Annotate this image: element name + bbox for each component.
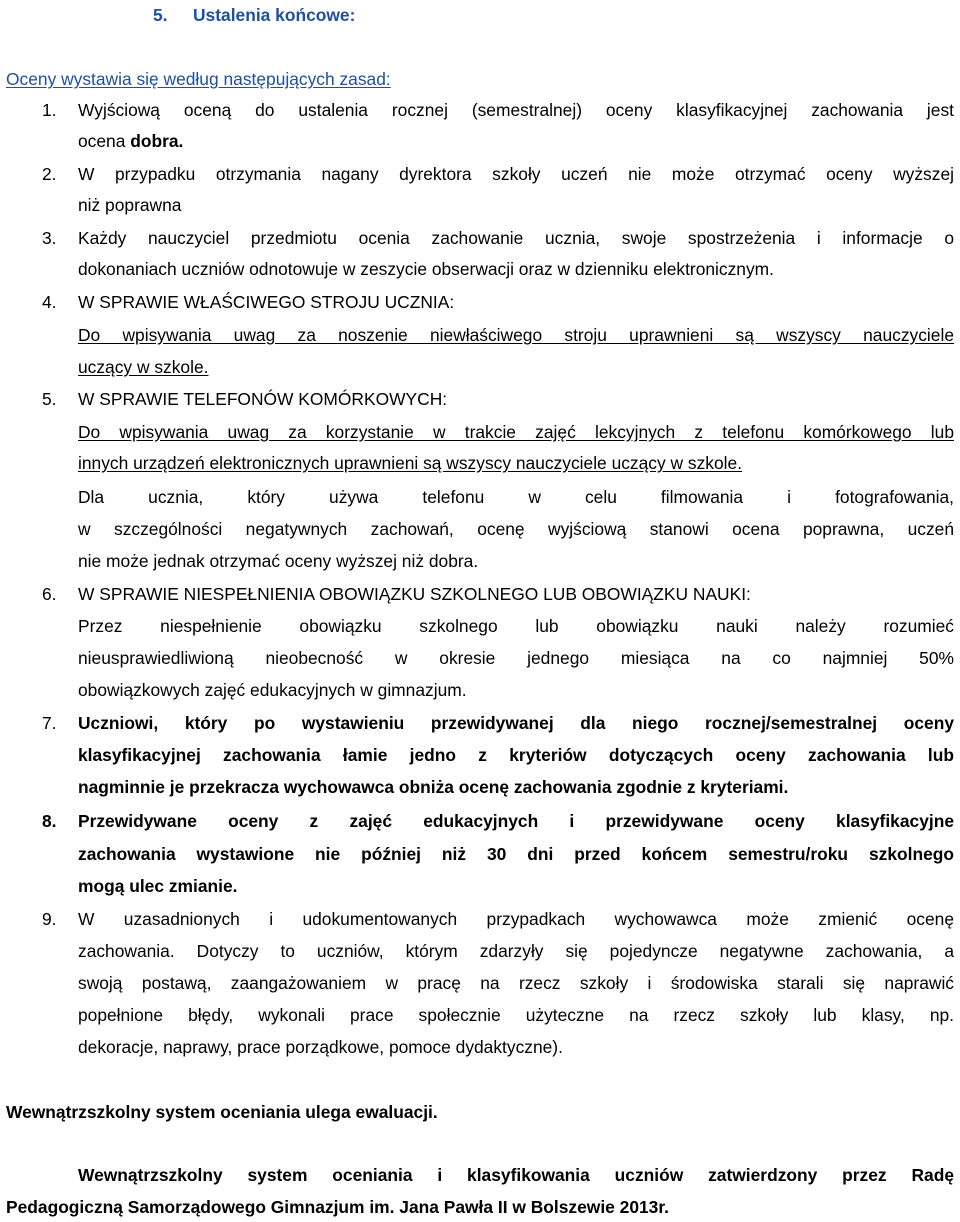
item-3-line-1: Każdy nauczyciel przedmiotu ocenia zachowanie ucznia, swoje spostrzeżenia i informacje o	[78, 228, 954, 248]
item-5-number: 5.	[42, 389, 57, 409]
approval-line-2: Pedagogiczną Samorządowego Gimnazjum im. Jana Pawła II w Bolszewie 2013r.	[6, 1197, 669, 1217]
item-1-tail-plain: ocena	[78, 131, 131, 151]
item-2-line-2: niż poprawna	[78, 195, 182, 215]
section-number: 5.	[153, 5, 168, 25]
item-9-line-3: swoją postawą, zaangażowaniem w pracę na rzecz szkoły i środowiska starali się naprawić	[78, 973, 954, 993]
item-1-line-1: Wyjściową oceną do ustalenia rocznej (semestralnej) oceny klasyfikacyjnej zachowania jest	[78, 100, 954, 120]
item-6-line-1: W SPRAWIE NIESPEŁNIENIA OBOWIĄZKU SZKOLNEGO LUB OBOWIĄZKU NAUKI:	[78, 584, 751, 604]
intro-text: Oceny wystawia się według następujących zasad:	[6, 69, 391, 89]
item-7-line-3: nagminnie je przekracza wychowawca obniża ocenę zachowania zgodnie z kryteriami.	[78, 777, 789, 797]
item-1-number: 1.	[42, 100, 57, 120]
approval-line-1: Wewnątrzszkolny system oceniania i klasyfikowania uczniów zatwierdzony przez Radę	[78, 1165, 954, 1185]
item-2-line-1: W przypadku otrzymania nagany dyrektora szkoły uczeń nie może otrzymać oceny wyższej	[78, 164, 954, 184]
item-8-line-3: mogą ulec zmianie.	[78, 876, 238, 896]
item-6-line-4: obowiązkowych zajęć edukacyjnych w gimnazjum.	[78, 680, 467, 700]
item-7-line-2: klasyfikacyjnej zachowania łamie jedno z kryteriów dotyczących oceny zachowania lub	[78, 745, 954, 765]
item-8-line-2: zachowania wystawione nie później niż 30 dni przed końcem semestru/roku szkolnego	[78, 844, 954, 864]
item-2-number: 2.	[42, 164, 57, 184]
evaluation-note: Wewnątrzszkolny system oceniania ulega ewaluacji.	[6, 1102, 438, 1122]
item-5-line-1: W SPRAWIE TELEFONÓW KOMÓRKOWYCH:	[78, 389, 448, 409]
item-6-line-2: Przez niespełnienie obowiązku szkolnego lub obowiązku nauki należy rozumieć	[78, 616, 954, 636]
item-3-line-2: dokonaniach uczniów odnotowuje w zeszycie obserwacji oraz w dzienniku elektronicznym.	[78, 259, 774, 279]
item-5-line-3: innych urządzeń elektronicznych uprawnieni są wszyscy nauczyciele uczący w szkole.	[78, 453, 743, 473]
item-9-number: 9.	[42, 909, 57, 929]
item-5-line-4: Dla ucznia, który używa telefonu w celu filmowania i fotografowania,	[78, 487, 954, 507]
item-4-line-3: uczący w szkole.	[78, 357, 209, 377]
item-9-line-5: dekoracje, naprawy, prace porządkowe, pomoce dydaktyczne).	[78, 1037, 563, 1057]
item-4-line-1: W SPRAWIE WŁAŚCIWEGO STROJU UCZNIA:	[78, 292, 455, 312]
item-6-line-3: nieusprawiedliwioną nieobecność w okresie jednego miesiąca na co najmniej 50%	[78, 648, 954, 668]
item-1-tail-bold: dobra.	[130, 131, 184, 151]
item-9-line-1: W uzasadnionych i udokumentowanych przypadkach wychowawca może zmienić ocenę	[78, 909, 954, 929]
item-4-line-2: Do wpisywania uwag za noszenie niewłaściwego stroju uprawnieni są wszyscy nauczyciele	[78, 325, 954, 345]
item-3-number: 3.	[42, 228, 57, 248]
item-8-number: 8.	[42, 811, 57, 831]
item-4-number: 4.	[42, 292, 57, 312]
item-6-number: 6.	[42, 584, 57, 604]
item-5-line-5: w szczególności negatywnych zachowań, ocenę wyjściową stanowi ocena poprawna, uczeń	[78, 519, 954, 539]
item-1-line-2	[78, 130, 183, 152]
item-7-number: 7.	[42, 713, 57, 733]
item-7-line-1: Uczniowi, który po wystawieniu przewidywanej dla niego rocznej/semestralnej oceny	[78, 713, 954, 733]
item-5-line-6: nie może jednak otrzymać oceny wyższej niż dobra.	[78, 551, 479, 571]
item-9-line-2: zachowania. Dotyczy to uczniów, którym zdarzyły się pojedyncze negatywne zachowania, a	[78, 941, 954, 961]
item-9-line-4: popełnione błędy, wykonali prace społecznie użyteczne na rzecz szkoły lub klasy, np.	[78, 1005, 954, 1025]
item-8-line-1: Przewidywane oceny z zajęć edukacyjnych i przewidywane oceny klasyfikacyjne	[78, 811, 954, 831]
section-title: Ustalenia końcowe:	[193, 5, 356, 25]
item-5-line-2: Do wpisywania uwag za korzystanie w trakcie zajęć lekcyjnych z telefonu komórkowego lub	[78, 422, 954, 442]
